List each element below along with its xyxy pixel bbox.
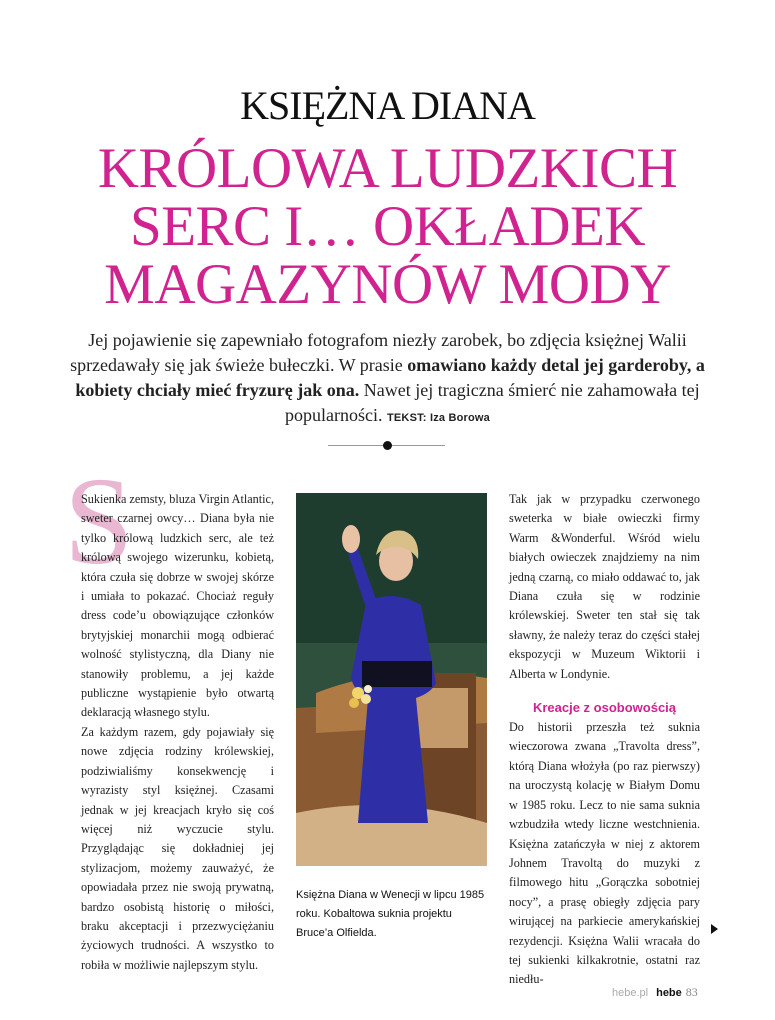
headline-line-3: MAGAZYNÓW MODY: [104, 253, 671, 316]
lead-text-part1: Jej pojawienie się zapewniało fotografom niezły zarobek, bo zdjęcia księżnej Walii sprzedawały się jak świeże bułeczki. W prasie: [70, 330, 687, 375]
body-paragraph: Sukienka zemsty, bluza Virgin Atlantic, sweter czarnej owcy… Diana była nie tylko królową ludzkich serc, ale też królową swojego wizerunku, kobietą, która czuła się dobrze w swojej skórze i umiała to pokazać. Chociaż reguły dress code’u obowiązujące członków brytyjskiej monarchii mogą odbierać wolność stylistyczną, dla Diany nie stanowiły problemu, a jej każde publiczne wystąpienie było otwartą deklaracją własnego stylu.: [81, 492, 274, 720]
headline-line-2: SERC I… OKŁADEK: [130, 195, 645, 258]
section-subheading: Kreacje z osobowością: [532, 700, 677, 716]
article-column-left: [81, 490, 274, 975]
footer-site: hebe.pl: [612, 987, 649, 999]
body-paragraph: Za każdym razem, gdy pojawiały się nowe zdjęcia rodziny królewskiej, podziwialiśmy konsekwencję i wyrazisty styl księżnej. Czasami jednak w jej kreacjach kryło się coś więcej niż wyczucie stylu. Przyglądając się dokładniej jej stylizacjom, możemy zauważyć, że opowiadała przez nie swoją prywatną, bardzo osobistą historię o miłości, braku akceptacji i przezwyciężaniu życiowych trudności. A wszystko to robiła w możliwie najlepszym stylu.: [81, 724, 274, 972]
credit-label: TEKST:: [386, 412, 427, 424]
continue-arrow-icon: [711, 924, 718, 934]
photo-caption: Księżna Diana w Wenecji w lipcu 1985 roku. Kobaltowa suknia projektu Bruce’a Olfielda.: [296, 889, 485, 939]
article-column-right: [509, 490, 700, 990]
page-number: 83: [685, 985, 698, 999]
headline-line-1: KRÓLOWA LUDZKICH: [97, 137, 678, 200]
footer-brand-logo: hebe: [656, 987, 682, 999]
lead-text-part2: Nawet jej tragiczna śmierć nie zahamowała tej popularności.: [284, 380, 700, 425]
kicker-title: KSIĘŻNA DIANA: [240, 83, 535, 128]
headline: [40, 137, 735, 316]
body-paragraph: Tak jak w przypadku czerwonego sweterka w białe owieczki firmy Warm &Wonderful. Wśród wielu białych owieczek znajdziemy na nim jedną czarną, co miało oddawać to, jak Diana czuła się w rodzinie królewskiej. Sweter ten stał się tak sławny, że należy teraz do części stałej ekspozycji w Muzeum Wiktorii i Alberta w Londynie.: [509, 492, 700, 681]
divider-dot: [383, 441, 392, 450]
credit-name: Iza Borowa: [429, 412, 491, 424]
author-credit: [387, 412, 490, 424]
lead-paragraph: [60, 328, 715, 431]
diana-photo: [296, 493, 487, 866]
lead-text-bold: omawiano każdy detal jej garderoby, a kobiety chciały mieć fryzurę jak ona.: [75, 355, 705, 400]
drop-cap: S: [64, 453, 134, 591]
body-paragraph: Do historii przeszła też suknia wieczorowa zwana „Travolta dress”, którą Diana włożyła (po raz pierwszy) na uroczystą kolację w Białym Domu w 1985 roku. Lecz to nie sama suknia wzbudziła wtedy liczne westchnienia. Księżna zatańczyła w niej z aktorem Johnem Travoltą do muzyki z filmowego hitu „Gorączka sobotniej nocy”, a prasę obiegły zdjęcia pary wirującej na parkiecie amerykańskiej rezydencji. Księżna Walii wracała do tej sukienki kilkakrotnie, ostatni raz niedłu-: [509, 720, 700, 987]
photo-illustration: [296, 493, 487, 866]
